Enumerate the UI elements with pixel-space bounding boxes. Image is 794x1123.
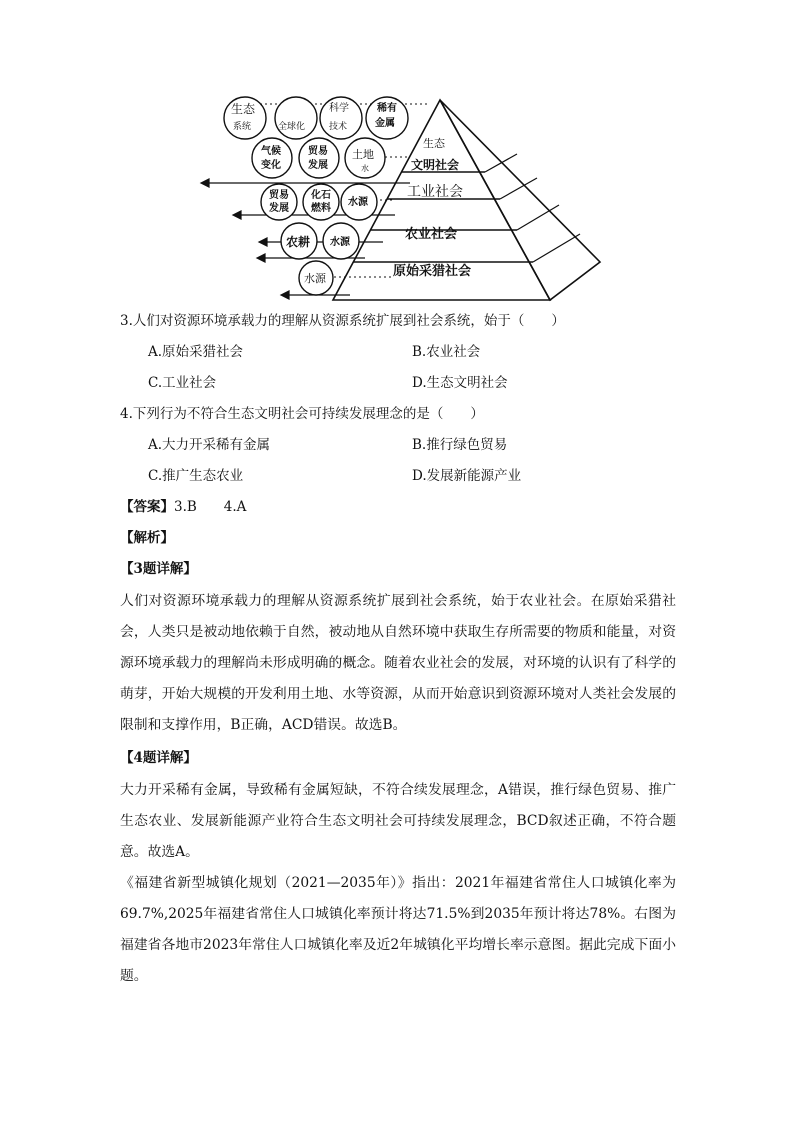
q3-option-d[interactable]: D.生态文明社会 xyxy=(412,375,508,391)
detail3-paragraph xyxy=(120,586,676,741)
detail4-label: 【4题详解】 xyxy=(120,750,197,766)
answer-line xyxy=(120,498,246,516)
q4-option-b[interactable]: B.推行绿色贸易 xyxy=(412,437,508,453)
arrow-head-4 xyxy=(257,254,265,262)
q4-option-d[interactable]: D.发展新能源产业 xyxy=(412,468,522,484)
c8-l2: 发展 xyxy=(269,203,289,214)
arrow-head-3 xyxy=(259,238,267,246)
c6-l2: 发展 xyxy=(308,160,328,171)
intro-text: 《福建省新型城镇化规划（2021—2035年）》指出：2021年福建省常住人口城镇化率为69.7%,2025年福建省常住人口城镇化率预计将达71.5%到2035年预计将达78%。右图为福建省各地市2023年常住人口城镇化率及近2年城镇化平均增长率示意图。据此完成下面小题。 xyxy=(120,875,676,984)
q4-stem: 4.下列行为不符合生态文明社会可持续发展理念的是（ ） xyxy=(120,406,484,422)
intro-paragraph xyxy=(120,868,676,992)
detail3-text: 人们对资源环境承载力的理解从资源系统扩展到社会系统，始于农业社会。在原始采猎社会，人类只是被动地依赖于自然，被动地从自然环境中获取生存所需要的物质和能量，对资源环境承载力的理解尚未形成明确的概念。随着农业社会的发展，对环境的认识有了科学的萌芽，开始大规模的开发利用土地、水等资源，从而开始意识到资源环境对人类社会发展的限制和支撑作用，B正确，ACD错误。故选B。 xyxy=(120,593,676,733)
answer-label: 【答案】 xyxy=(120,499,174,515)
tier-label-agri: 农业社会 xyxy=(405,227,458,242)
detail3-label: 【3题详解】 xyxy=(120,561,197,577)
c5-l1: 气候 xyxy=(261,146,281,157)
q3-option-b[interactable]: B.农业社会 xyxy=(412,344,481,360)
tier-label-primitive: 原始采猎社会 xyxy=(393,264,472,279)
c10-l1: 水源 xyxy=(348,197,368,208)
q4-option-a[interactable]: A.大力开采稀有金属 xyxy=(148,437,271,453)
circle-climate xyxy=(252,138,292,178)
circle-trade-1 xyxy=(299,138,339,178)
tier-label-eco2: 文明社会 xyxy=(411,158,460,172)
c9-l2: 燃料 xyxy=(311,203,331,214)
tier-label-eco1: 生态 xyxy=(423,137,445,150)
c9-l1: 化石 xyxy=(311,190,331,201)
c1-l2: 系统 xyxy=(233,122,252,132)
pyramid-diagram xyxy=(195,92,605,304)
pyramid-svg xyxy=(195,92,605,304)
c4-l2: 金属 xyxy=(375,118,395,129)
analysis-label: 【解析】 xyxy=(120,530,174,546)
arrow-head-5 xyxy=(281,291,289,299)
arrow-head-1 xyxy=(201,179,209,187)
c1-l1: 生态 xyxy=(231,102,256,116)
c7-l2: 水 xyxy=(361,164,369,173)
c3-l1: 科学 xyxy=(329,103,349,114)
c6-l1: 贸易 xyxy=(308,146,328,157)
circle-globalization xyxy=(275,97,317,139)
c8-l1: 贸易 xyxy=(269,190,289,201)
c3-l2: 技术 xyxy=(329,122,348,132)
answer-text: 3.B 4.A xyxy=(174,499,247,515)
q4-option-c[interactable]: C.推广生态农业 xyxy=(148,468,244,484)
c13-l1: 水源 xyxy=(304,272,326,285)
c4-l1: 稀有 xyxy=(377,103,397,114)
q3-option-a[interactable]: A.原始采猎社会 xyxy=(148,344,244,360)
c12-l1: 水源 xyxy=(330,237,350,248)
c7-l1: 土地 xyxy=(352,148,374,161)
q3-option-c[interactable]: C.工业社会 xyxy=(148,375,217,391)
c11-l1: 农耕 xyxy=(286,235,311,249)
detail4-text: 大力开采稀有金属，导致稀有金属短缺，不符合续发展理念，A错误，推行绿色贸易、推广生态农业、发展新能源产业符合生态文明社会可持续发展理念，BCD叙述正确，不符合题意。故选A。 xyxy=(120,782,676,860)
arrow-head-2 xyxy=(233,211,241,219)
tier-label-industrial: 工业社会 xyxy=(407,184,463,200)
q3-stem: 3.人们对资源环境承载力的理解从资源系统扩展到社会系统，始于（ ） xyxy=(120,313,565,329)
detail4-paragraph xyxy=(120,775,676,868)
c5-l2: 变化 xyxy=(261,160,281,171)
c2-l2: 全球化 xyxy=(278,122,306,132)
